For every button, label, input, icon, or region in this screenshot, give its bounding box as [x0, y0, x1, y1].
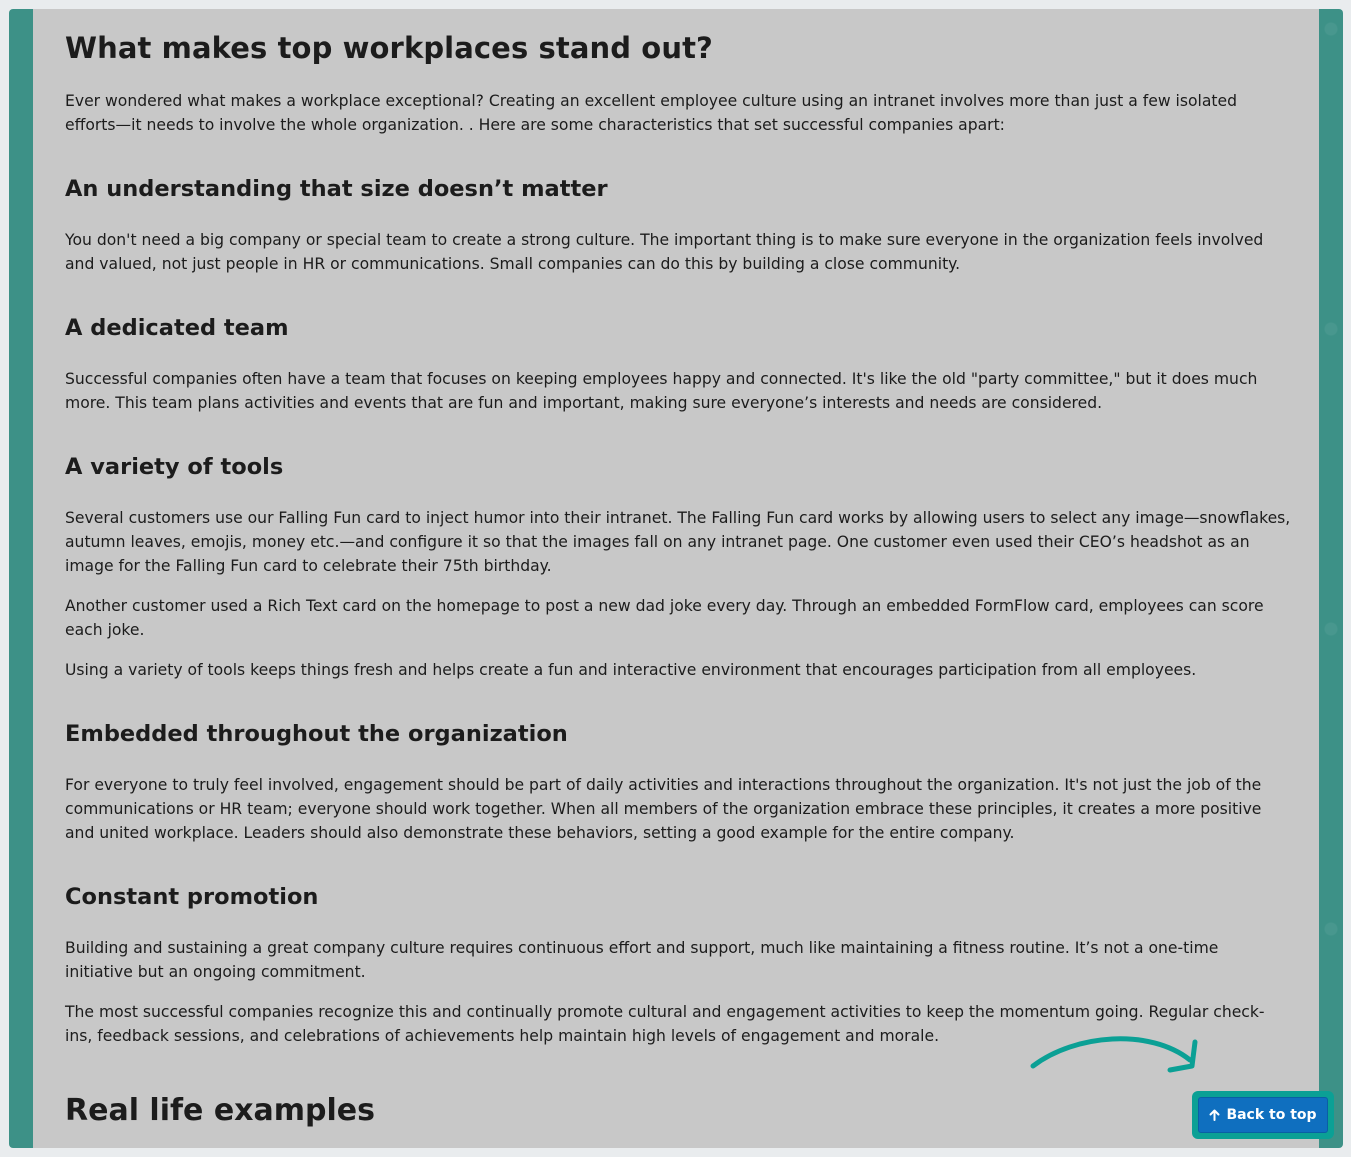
intro-paragraph: Ever wondered what makes a workplace exceptional? Creating an excellent employee culture using an intranet involves more than just a few isolated efforts—it needs to involve the whole organization. . Here are some characteristics that set successful companies apart:	[65, 92, 1238, 134]
back-to-top-label: Back to top	[1226, 1107, 1317, 1123]
section-heading-real-life: Real life examples	[65, 1093, 375, 1128]
section-paragraph: You don't need a big company or special team to create a strong culture. The important thing is to make sure everyone in the organization feels involved and valued, not just people in HR or communications. Small companies can do this by building a close community.	[65, 231, 1264, 273]
section-paragraph: For everyone to truly feel involved, engagement should be part of daily activities and interactions throughout the organization. It's not just the job of the communications or HR team; everyone should work together. When all members of the organization embrace these principles, it creates a more positive and united workplace. Leaders should also demonstrate these behaviors, setting a good example for the entire company.	[65, 776, 1262, 842]
section-paragraph: Building and sustaining a great company culture requires continuous effort and support, much like maintaining a fitness routine. It’s not a one-time initiative but an ongoing commitment.	[65, 939, 1219, 981]
arrow-up-icon	[1209, 1109, 1220, 1121]
section-heading-embedded: Embedded throughout the organization	[65, 721, 568, 747]
section-heading-promotion: Constant promotion	[65, 884, 319, 910]
page-title: What makes top workplaces stand out?	[65, 31, 713, 65]
section-heading-team: A dedicated team	[65, 315, 289, 341]
back-to-top-focus-ring	[1192, 1091, 1334, 1139]
page-frame	[9, 9, 1343, 1148]
section-paragraph: Another customer used a Rich Text card on the homepage to post a new dad joke every day. Through an embedded FormFlow card, employees can score each joke.	[65, 597, 1264, 639]
section-heading-size: An understanding that size doesn’t matter	[65, 176, 608, 202]
section-paragraph: Successful companies often have a team that focuses on keeping employees happy and connected. It's like the old "party committee," but it does much more. This team plans activities and events that are fun and important, making sure everyone’s interests and needs are considered.	[65, 370, 1258, 412]
section-paragraph: The most successful companies recognize this and continually promote cultural and engagement activities to keep the momentum going. Regular check-ins, feedback sessions, and celebrations of achievements help maintain high levels of engagement and morale.	[65, 1003, 1265, 1045]
section-paragraph: Using a variety of tools keeps things fresh and helps create a fun and interactive environment that encourages participation from all employees.	[65, 661, 1197, 679]
section-heading-tools: A variety of tools	[65, 454, 284, 480]
curved-arrow-icon	[1030, 1030, 1205, 1085]
section-paragraph: Several customers use our Falling Fun card to inject humor into their intranet. The Falling Fun card works by allowing users to select any image—snowflakes, autumn leaves, emojis, money etc.—and configure it so that the images fall on any intranet page. One customer even used their CEO’s headshot as an image for the Falling Fun card to celebrate their 75th birthday.	[65, 509, 1291, 575]
article-content	[33, 9, 1319, 1148]
back-to-top-button[interactable]	[1198, 1097, 1328, 1133]
